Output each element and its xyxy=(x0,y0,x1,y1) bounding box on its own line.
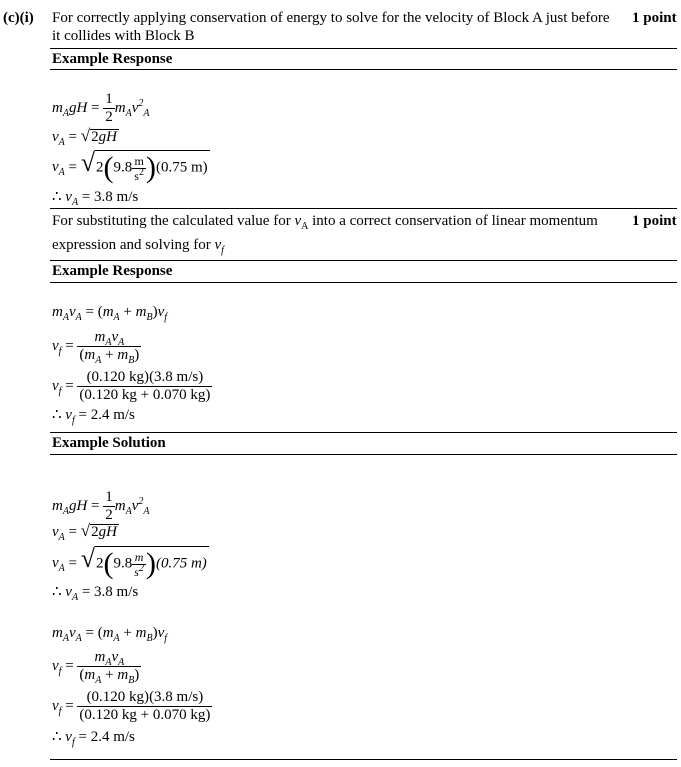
final-velocity-result: ∴ $v_f = 2.4$ m/s xyxy=(52,407,135,426)
criterion-2-line-1: For substituting the calculated value for $v_A$ into a correct conservation of linear momentum xyxy=(52,213,598,232)
criterion-1-points: 1 point xyxy=(632,10,677,26)
criterion-2-points: 1 point xyxy=(632,213,677,229)
solution-final-velocity-formula: $v_f$ = $\frac{m_Av_A}{(m_A + m_B)}$ xyxy=(52,649,140,686)
velocity-formula: $v_A = √2gH$ xyxy=(52,126,117,148)
solution-velocity-substitution: $v_A = √2(9.8$ $\frac{m}{s^2}$ )(0.75 m) xyxy=(52,544,207,580)
divider xyxy=(50,260,677,261)
divider xyxy=(50,69,677,70)
solution-energy-equation: $m_AgH$ = $\frac{1}{2}$ $m_Av^2_A$ xyxy=(52,489,150,523)
divider xyxy=(50,208,677,209)
divider xyxy=(50,454,677,455)
solution-velocity-result: ∴ $v_A = 3.8$ m/s xyxy=(52,584,139,603)
final-velocity-formula: $v_f$ = $\frac{m_Av_A}{(m_A + m_B)}$ xyxy=(52,329,140,366)
solution-velocity-formula: $v_A = √2gH$ xyxy=(52,521,117,543)
part-label: (c)(i) xyxy=(3,10,34,26)
example-solution-heading: Example Solution xyxy=(52,435,166,451)
criterion-1-line-1: For correctly applying conservation of energy to solve for the velocity of Block A just before xyxy=(52,10,610,26)
criterion-2-line-2: expression and solving for $v_f$ xyxy=(52,237,224,256)
solution-momentum-equation: $m_Av_A = (m_A + m_B)v_f$ xyxy=(52,625,168,644)
divider xyxy=(50,48,677,49)
solution-final-velocity-result: ∴ $v_f = 2.4$ m/s xyxy=(52,729,135,748)
example-response-heading-1: Example Response xyxy=(52,51,173,67)
criterion-1-line-2: it collides with Block B xyxy=(52,28,195,44)
divider xyxy=(50,759,677,760)
example-response-heading-2: Example Response xyxy=(52,263,173,279)
velocity-substitution: $v_A = √2(9.8$ $\frac{m}{s^2}$ )(0.75 m) xyxy=(52,148,208,184)
solution-final-velocity-substitution: $v_f$ = $\frac{(0.120 kg)(3.8 m/s)}{(0.120 kg + 0.070 kg)}$ xyxy=(52,689,211,723)
divider xyxy=(50,282,677,283)
divider xyxy=(50,432,677,433)
momentum-equation: $m_Av_A = (m_A + m_B)v_f$ xyxy=(52,304,168,323)
velocity-result: ∴ $v_A = 3.8$ m/s xyxy=(52,189,139,208)
energy-equation: $m_AgH$ = $\frac{1}{2}$ $m_Av^2_A$ xyxy=(52,91,150,125)
final-velocity-substitution: $v_f$ = $\frac{(0.120 kg)(3.8 m/s)}{(0.120 kg + 0.070 kg)}$ xyxy=(52,369,211,403)
